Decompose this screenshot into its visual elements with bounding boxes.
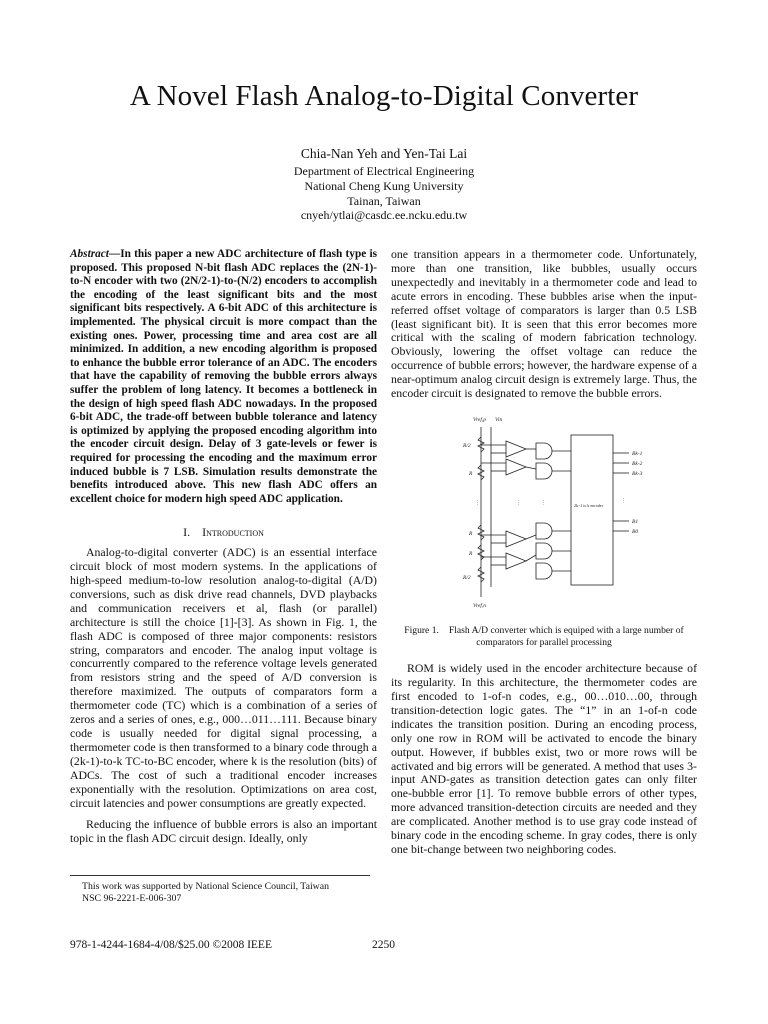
section-title: Introduction (202, 525, 264, 540)
svg-text:⋮: ⋮ (516, 500, 521, 506)
affiliation-email: cnyeh/ytlai@casdc.ee.ncku.edu.tw (300, 208, 468, 223)
vref-n-label: Vref,n (473, 602, 486, 609)
affiliation-department: Department of Electrical Engineering (293, 164, 475, 178)
footnote-line-1: This work was supported by National Science Council, Taiwan (82, 881, 329, 892)
svg-text:⋮: ⋮ (475, 500, 480, 506)
resistor-half-top-label: R/2 (463, 442, 471, 449)
output-b1-label: B1 (632, 518, 639, 525)
svg-text:⋮: ⋮ (541, 500, 546, 506)
flash-adc-circuit (391, 407, 697, 617)
page-number: 2250 (372, 939, 395, 951)
resistor-label-2: R (469, 530, 473, 537)
right-column (391, 248, 697, 857)
resistor-half-bottom-label: R/2 (463, 574, 471, 581)
intro-paragraph-2: Reducing the influence of bubble errors is also an important topic in the flash ADC circuit design. Ideally, only (70, 817, 377, 846)
footnote-line-2: NSC 96-2221-E-006-307 (82, 892, 182, 904)
left-column (70, 248, 377, 846)
right-paragraph-1: one transition appears in a thermometer code. Unfortunately, more than one transition, like bubbles, usually occurs unexpectedly and inevitably in a thermometer code and lead to acute errors in encoding. These bubbles arise when the input-referred offset voltage of comparators is larger than 0.5 LSB (least significant bit). It is seen that this error becomes more critical with the scaling of modern fabrication technology. Obviously, lowering the offset voltage can reduce the occurrence of bubble errors; however, the hardware expense of a near-optimum analog circuit design is extremely large. Thus, the encoder circuit is designated to remove the bubble errors. (391, 247, 697, 401)
copyright-line: 978-1-4244-1684-4/08/$25.00 ©2008 IEEE (70, 939, 272, 951)
figure-caption-text: Flash A/D converter which is equiped with a large number of comparators for parallel processing (448, 624, 684, 648)
encoder-label: 2k−1 to k encoder (574, 502, 604, 508)
section-number: I. (183, 525, 191, 540)
output-bk3-label: Bk-3 (632, 470, 643, 477)
abstract-text: —In this paper a new ADC architecture of flash type is proposed. This proposed N-bit flash ADC replaces the (2N-1)-to-N encoder with two (2N/2-1)-to-(N/2) encoders to accomplish the encoding of the least significant bits and the most significant bits respectively. A 6-bit ADC of this architecture is implemented. The physical circuit is more compact than the existing ones. Power, processing time and area cost are all minimized. In addition, a new encoding algorithm is proposed to enhance the bubble error tolerance of an ADC. The encoders that have the capability of removing the bubble errors always suffer the problem of long latency. It becomes a bottleneck in the design of high speed flash ADC nowadays. In the proposed 6-bit ADC, the trade-off between bubble tolerance and latency is optimized by applying the proposed encoding algorithm into the encoder circuit design. Delay of 3 gate-levels or fewer is required for processing the encoding and the maximum error induced bubble is 7 LSB. Simulation results demonstrate the benefits introduced above. This new flash ADC offers an excellent choice for modern high speed ADC application. (70, 248, 377, 505)
output-b0-label: B0 (632, 528, 639, 535)
figure-label: Figure 1. (404, 624, 439, 636)
output-bk2-label: Bk-2 (632, 460, 643, 467)
vin-label: Vin (495, 416, 503, 423)
section-heading (70, 526, 377, 540)
figure-1-caption (391, 625, 697, 648)
resistor-label-3: R (469, 550, 473, 557)
author-list: Chia-Nan Yeh and Yen-Tai Lai (300, 146, 468, 161)
svg-text:⋮: ⋮ (621, 498, 626, 504)
output-bk1-label: Bk-1 (632, 450, 643, 457)
abstract (70, 248, 377, 506)
affiliation-university: National Cheng Kung University (304, 178, 464, 193)
footnote (82, 881, 329, 904)
intro-paragraph-1: Analog-to-digital converter (ADC) is an essential interface circuit block of most modern systems. In the applications of high-speed medium-to-low resolution analog-to-digital (A/D) conversions, such as disk drive read channels, DVD playbacks and communication receivers et al, flash (or parallel) architecture is still the choice [1]-[3]. As shown in Fig. 1, the flash ADC is composed of three major components: resistors string, comparators and encoder. The analog input voltage is concurrently compared to the reference voltage levels generated from resistors string and the speed of A/D conversion is therefore maximized. The outputs of comparators form a thermometer code (TC) which is a combination of a series of zeros and a series of ones, e.g., 000…011…111. Because binary code is usually needed for digital signal processing, a thermometer code is then transformed to a binary code through a (2k-1)-to-k TC-to-BC encoder, where k is the resolution (bits) of ADCs. The cost of such a traditional encoder increases exponentially with the resolution. Optimizations on area cost, circuit latencies and power consumptions are greatly expected. (70, 545, 377, 810)
affiliation-block (0, 164, 768, 223)
abstract-lead: Abstract (70, 248, 109, 260)
affiliation-city: Tainan, Taiwan (347, 193, 421, 208)
footnote-rule (70, 875, 370, 876)
vref-p-label: Vref,p (473, 416, 486, 423)
resistor-label-1: R (469, 470, 473, 477)
figure-1-diagram (391, 407, 697, 617)
right-paragraph-2: ROM is widely used in the encoder architecture because of its regularity. In this architecture, the thermometer codes are first encoded to 1-of-n codes, e.g., 00…010…00, through transition-detection logic gates. The “1” in an 1-of-n code indicates the transition position. During an encoding process, only one row in ROM will be activated to encode the binary output. However, if bubbles exist, two or more rows will be activated and big errors will be generated. A method that uses 3-input AND-gates as transition detection gates can only filter one-bubble error [1]. To remove bubble errors of other types, more advanced transition-detection circuits are needed and they are complicated. Another method is to use gray code instead of binary code in the encoding scheme. In gray codes, there is only one bit-change between two neighboring codes. (391, 661, 697, 856)
paper-title: A Novel Flash Analog-to-Digital Converter (129, 80, 639, 112)
